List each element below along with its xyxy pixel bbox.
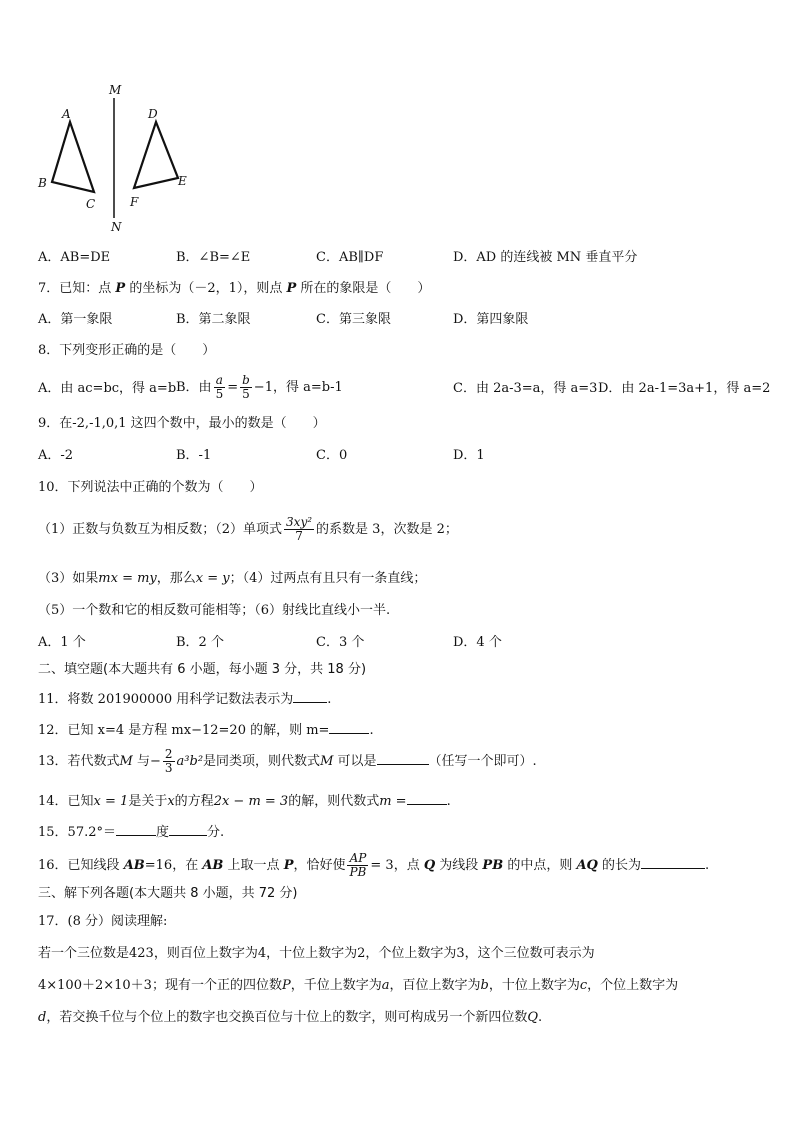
q10-statement-1-2: [38, 514, 458, 546]
q13-pre: 13．若代数式: [38, 754, 120, 769]
q17-var-a: a: [381, 978, 390, 993]
q13: [38, 746, 537, 778]
q8-option-b[interactable]: [176, 374, 343, 401]
q16-p3: ，点: [393, 858, 424, 873]
q17-var-p: P: [281, 978, 291, 993]
q16-p6: 的长为: [597, 858, 642, 873]
q6-option-c[interactable]: C．AB∥DF: [316, 250, 384, 265]
q13-frac: [163, 748, 175, 775]
q7-var-p2: P: [286, 281, 297, 296]
q14-end: .: [446, 794, 451, 809]
q17-var-d: d: [38, 1010, 47, 1025]
q7-text-mid: 的坐标为（－2，1），则点: [125, 281, 287, 296]
q16-p: P: [283, 858, 294, 873]
q10-l1-frac: [284, 516, 314, 543]
q16-end: .: [705, 858, 710, 873]
q7-var-p: P: [115, 281, 126, 296]
q6-option-b[interactable]: B．∠B=∠E: [176, 250, 251, 265]
section-2-heading: 二、填空题(本大题共有 6 小题，每小题 3 分，共 18 分): [38, 662, 367, 677]
q17-p2e: ，个位上数字为: [587, 978, 679, 993]
q8-b-mid: −1: [253, 380, 273, 395]
q8-b-frac1-num: a: [215, 373, 223, 387]
label-n: N: [111, 220, 122, 234]
q17-title: 17．(8 分）阅读理解:: [38, 914, 168, 929]
q10-l2-eq1: mx = my: [98, 571, 157, 586]
q10-l1-frac-num: 3xy²: [286, 515, 313, 529]
q10-l1-frac-den: 7: [295, 529, 303, 543]
triangle-abc: [52, 122, 94, 192]
label-e: E: [178, 174, 187, 188]
q13-var-m: M: [119, 754, 133, 769]
q8-b-frac2-den: 5: [242, 387, 250, 401]
q13-end: （任写一个即可）.: [428, 754, 537, 769]
q7-text: 7．已知：点: [38, 281, 116, 296]
q8-stem: 8．下列变形正确的是（ ）: [38, 343, 216, 358]
q10-l2-post: ；（4）过两点有且只有一条直线；: [229, 571, 427, 586]
q16-frac-num: AP: [349, 851, 367, 865]
q9-option-a[interactable]: A．-2: [38, 448, 74, 463]
q8-b-frac1: [214, 374, 226, 401]
q8-b-pre: B．由: [176, 380, 212, 395]
q17-var-q: Q: [527, 1010, 539, 1025]
q16-q: Q: [423, 858, 436, 873]
q13-and: 与: [132, 754, 150, 769]
q10-l2-pre: （3）如果: [38, 571, 99, 586]
q16-p2: ，恰好使: [293, 858, 346, 873]
q14-pre: 14．已知: [38, 794, 94, 809]
q17-p2b: ，千位上数字为: [290, 978, 382, 993]
q17-p2d: ，十位上数字为: [488, 978, 580, 993]
q17-p2a: 4×100＋2×10＋3；现有一个正的四位数: [38, 978, 282, 993]
q16-frac-den: PB: [349, 865, 367, 879]
label-c: C: [86, 197, 96, 211]
q10-option-d[interactable]: D．4 个: [453, 635, 502, 650]
q11-end: .: [327, 692, 332, 707]
q12-text: 12．已知 x=4 是方程 mx−12=20 的解，则 m=: [38, 723, 330, 738]
q10-option-a[interactable]: A．1 个: [38, 635, 86, 650]
label-a: A: [62, 107, 71, 121]
q8-b-frac1-den: 5: [215, 387, 224, 401]
q14-answer-blank[interactable]: [407, 790, 447, 805]
q10-l1-post: 的系数是 3，次数是 2；: [316, 522, 458, 537]
q15-minute-blank[interactable]: [169, 821, 207, 836]
q15-mid: 度: [156, 825, 170, 840]
q8-b-frac2-num: b: [242, 373, 250, 387]
q13-frac-num: 2: [164, 747, 173, 761]
q16-p1: 上取一点: [223, 858, 284, 873]
q7-option-c[interactable]: C．第三象限: [316, 312, 391, 327]
q17-paragraph-3: [38, 1009, 542, 1027]
section-3-heading: 三、解下列各题(本大题共 8 小题，共 72 分): [38, 886, 298, 901]
q17-var-b: b: [480, 978, 489, 993]
q16-pre: 16．已知线段: [38, 858, 124, 873]
q13-neg: −: [150, 754, 161, 769]
q6-option-d[interactable]: D．AD 的连线被 MN 垂直平分: [453, 250, 638, 265]
q16-ab2: AB: [202, 858, 224, 873]
triangle-def: [134, 122, 178, 188]
q15: [38, 821, 224, 842]
q9-option-b[interactable]: B．-1: [176, 448, 212, 463]
q17-p3: ，若交换千位与个位上的数字也交换百位与十位上的数字，则可构成另一个新四位数: [46, 1010, 528, 1025]
q14-eq2: 2x − m = 3: [213, 794, 289, 809]
q8-b-frac2: [240, 374, 252, 401]
q13-answer-blank[interactable]: [377, 750, 429, 765]
q8-option-a[interactable]: A．由 ac=bc，得 a=b: [38, 381, 177, 396]
q7-option-b[interactable]: B．第二象限: [176, 312, 251, 327]
q14: [38, 790, 451, 811]
label-b: B: [38, 176, 47, 190]
q16-p4: 为线段: [435, 858, 483, 873]
q16-p5: 的中点，则: [503, 858, 577, 873]
q9-option-c[interactable]: C．0: [316, 448, 348, 463]
q10-l2-mid: ，那么: [156, 571, 196, 586]
q11-answer-blank[interactable]: [293, 688, 327, 703]
q7-option-d[interactable]: D．第四象限: [453, 312, 529, 327]
q14-mid2: 的方程: [174, 794, 214, 809]
label-f: F: [130, 195, 139, 209]
q13-post-var: M: [320, 754, 334, 769]
q12-answer-blank[interactable]: [329, 719, 369, 734]
q7-stem: [38, 280, 430, 298]
q9-option-d[interactable]: D．1: [453, 448, 485, 463]
q16-eq3: = 3: [370, 858, 394, 873]
q11: [38, 688, 331, 709]
q13-frac-den: 3: [164, 761, 173, 775]
q12: [38, 719, 374, 740]
q17-paragraph-2: [38, 977, 678, 995]
q14-var-x: x: [167, 794, 175, 809]
q10-l2-eq2: x = y: [195, 571, 230, 586]
q17-p2c: ，百位上数字为: [389, 978, 481, 993]
q16-eq16: =16，在: [144, 858, 203, 873]
q8-b-post: ，得 a=b-1: [272, 380, 343, 395]
q14-mid3: 的解，则代数式: [288, 794, 380, 809]
q9-stem: 9．在-2,-1,0,1 这四个数中，最小的数是（ ）: [38, 416, 326, 431]
q15-post: 分.: [207, 825, 225, 840]
q13-post: 可以是: [333, 754, 377, 769]
q8-option-d[interactable]: D．由 2a-1=3a+1，得 a=2: [598, 381, 771, 396]
label-m: M: [109, 83, 122, 97]
q15-pre: 15．57.2°＝: [38, 825, 116, 840]
q10-stem: 10．下列说法中正确的个数为（ ）: [38, 480, 263, 495]
q16-ab: AB: [123, 858, 145, 873]
q10-statement-5-6: （5）一个数和它的相反数可能相等；（6）射线比直线小一半.: [38, 603, 391, 618]
q13-mid: 是同类项，则代数式: [203, 754, 321, 769]
q10-option-c[interactable]: C．3 个: [316, 635, 365, 650]
q14-post: =: [391, 794, 407, 809]
q10-statement-3-4: [38, 570, 426, 588]
q7-option-a[interactable]: A．第一象限: [38, 312, 113, 327]
q16: [38, 848, 709, 884]
q10-l1-pre: （1）正数与负数互为相反数；（2）单项式: [38, 522, 283, 537]
q14-var-m: m: [379, 794, 392, 809]
label-d: D: [148, 107, 158, 121]
q16-pb: PB: [482, 858, 504, 873]
q12-end: .: [369, 723, 374, 738]
q17-p3-end: .: [538, 1010, 543, 1025]
q14-eq1: x = 1: [93, 794, 129, 809]
q13-term: a³b²: [176, 754, 204, 769]
q16-frac: [347, 852, 368, 879]
q8-options: [38, 374, 778, 406]
q17-var-c: c: [579, 978, 588, 993]
q8-option-c[interactable]: C．由 2a-3=a，得 a=3: [453, 381, 598, 396]
q14-mid1: 是关于: [128, 794, 168, 809]
reflection-figure: [30, 80, 200, 240]
q10-option-b[interactable]: B．2 个: [176, 635, 224, 650]
q17-paragraph-1: 若一个三位数是423，则百位上数字为4，十位上数字为2，个位上数字为3，这个三位数可表示为: [38, 946, 595, 961]
q15-degree-blank[interactable]: [116, 821, 156, 836]
q16-aq: AQ: [576, 858, 598, 873]
q8-b-eq: =: [227, 380, 239, 395]
q11-text: 11．将数 201900000 用科学记数法表示为: [38, 692, 294, 707]
q7-text-post: 所在的象限是（ ）: [296, 281, 431, 296]
q6-option-a[interactable]: A．AB=DE: [38, 250, 111, 265]
q16-answer-blank[interactable]: [641, 854, 705, 869]
